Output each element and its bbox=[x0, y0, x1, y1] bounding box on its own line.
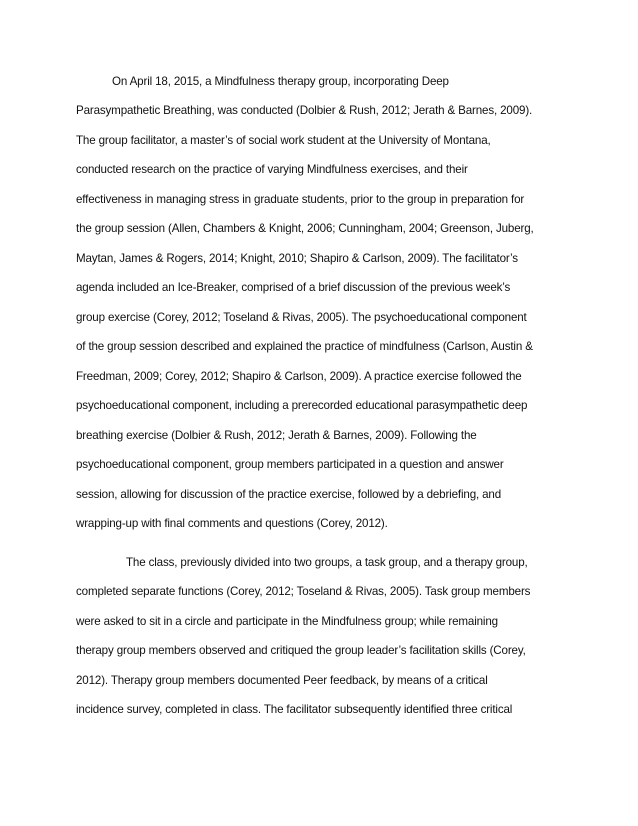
paragraph-2-line-1: The class, previously divided into two groups, a task group, and a therapy group, bbox=[126, 556, 528, 569]
paragraph-1-line-8: agenda included an Ice-Breaker, comprised of a brief discussion of the previous week’s bbox=[76, 281, 511, 294]
paragraph-1-line-2: Parasympathetic Breathing, was conducted (Dolbier & Rush, 2012; Jerath & Barnes, 2009). bbox=[76, 104, 533, 117]
paragraph-1-line-12: psychoeducational component, including a prerecorded educational parasympathetic deep bbox=[76, 399, 528, 412]
paragraph-2-line-5: 2012). Therapy group members documented Peer feedback, by means of a critical bbox=[76, 674, 488, 687]
paragraph-1-line-14: psychoeducational component, group members participated in a question and answer bbox=[76, 458, 504, 471]
paragraph-1-line-9: group exercise (Corey, 2012; Toseland & Rivas, 2005). The psychoeducational component bbox=[76, 311, 527, 324]
paragraph-2-line-2: completed separate functions (Corey, 2012; Toseland & Rivas, 2005). Task group members bbox=[76, 585, 531, 598]
paragraph-1-line-1: On April 18, 2015, a Mindfulness therapy group, incorporating Deep bbox=[112, 75, 449, 88]
paragraph-1-line-5: effectiveness in managing stress in graduate students, prior to the group in preparation for bbox=[76, 193, 525, 206]
paragraph-1-line-11: Freedman, 2009; Corey, 2012; Shapiro & Carlson, 2009). A practice exercise followed the bbox=[76, 370, 522, 383]
paragraph-2-line-4: therapy group members observed and critiqued the group leader’s facilitation skills (Corey, bbox=[76, 644, 526, 657]
paragraph-1-line-6: the group session (Allen, Chambers & Knight, 2006; Cunningham, 2004; Greenson, Juberg, bbox=[76, 222, 534, 235]
paragraph-1-line-13: breathing exercise (Dolbier & Rush, 2012; Jerath & Barnes, 2009). Following the bbox=[76, 429, 477, 442]
paragraph-2-line-3: were asked to sit in a circle and participate in the Mindfulness group; while remaining bbox=[76, 615, 498, 628]
paragraph-2-line-6: incidence survey, completed in class. The facilitator subsequently identified three critical bbox=[76, 703, 513, 716]
paragraph-1-line-7: Maytan, James & Rogers, 2014; Knight, 2010; Shapiro & Carlson, 2009). The facilitator’s bbox=[76, 252, 518, 265]
paragraph-1-line-4: conducted research on the practice of varying Mindfulness exercises, and their bbox=[76, 163, 468, 176]
paragraph-1-line-15: session, allowing for discussion of the practice exercise, followed by a debriefing, and bbox=[76, 488, 502, 501]
paragraph-1-line-10: of the group session described and explained the practice of mindfulness (Carlson, Austin & bbox=[76, 340, 533, 353]
paragraph-1-line-3: The group facilitator, a master’s of social work student at the University of Montana, bbox=[76, 134, 491, 147]
paragraph-1-line-16: wrapping-up with final comments and questions (Corey, 2012). bbox=[76, 517, 388, 530]
